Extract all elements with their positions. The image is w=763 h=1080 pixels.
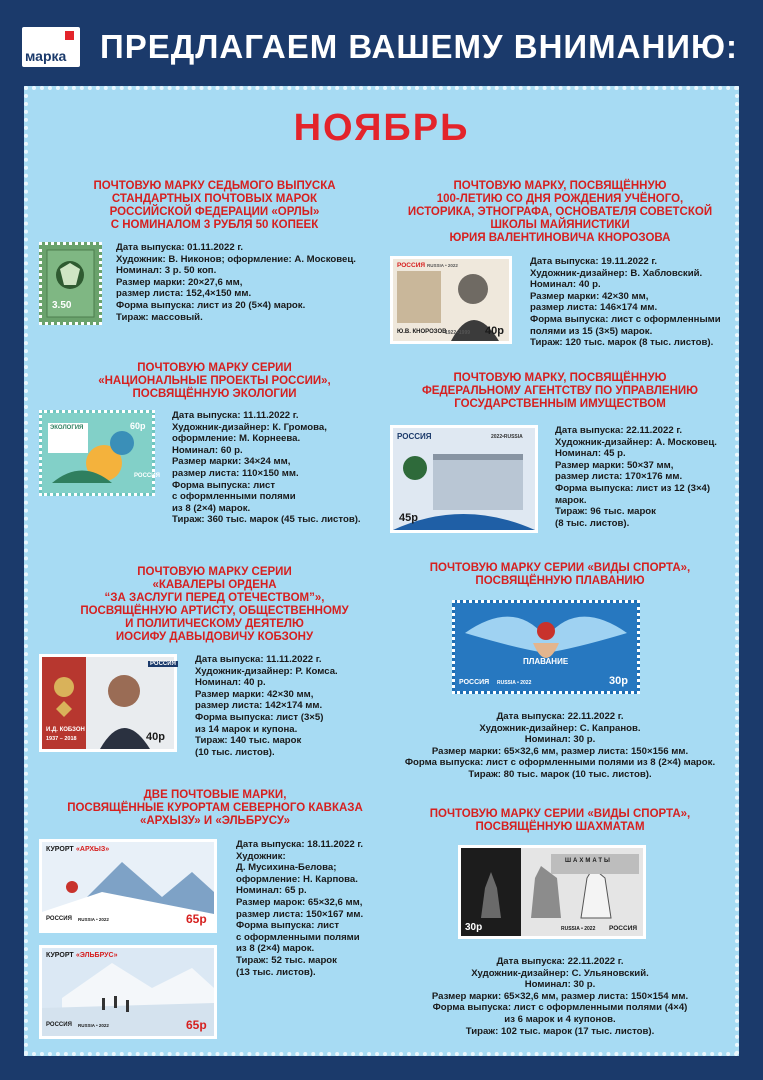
info-line: Тираж: 140 тыс. марок (195, 735, 302, 747)
title-line: ИОСИФУ ДАВЫДОВИЧУ КОБЗОНУ (115, 631, 314, 643)
page-header (0, 0, 763, 82)
info-line: размер листа: 152,4×150 мм. (116, 288, 252, 300)
title-line: ПОСВЯЩЁННУЮ ПЛАВАНИЮ (475, 575, 645, 587)
info-line: Тираж: 80 тыс. марок (10 тыс. листов). (468, 768, 652, 780)
info-line: Художник: В. Никонов; оформление: А. Московец. (116, 253, 356, 265)
title-line: 100-ЛЕТИЮ СО ДНЯ РОЖДЕНИЯ УЧЁНОГО, (436, 193, 684, 205)
info-line: Номинал: 40 р. (530, 279, 601, 291)
info-line: Дата выпуска: 18.11.2022 г. (236, 839, 364, 850)
info-line: Номинал: 45 р. (555, 448, 626, 460)
info-line: Форма выпуска: лист (236, 920, 340, 932)
card-info-ecology (172, 410, 361, 526)
stamp-value: 60р (130, 421, 146, 431)
stamp-kobzon (39, 654, 177, 752)
title-line: И ПОЛИТИЧЕСКОМУ ДЕЯТЕЛЮ (125, 618, 304, 630)
info-line: Форма выпуска: лист с оформленными полями из 8 (2×4) марок. (404, 757, 716, 769)
info-line: Дата выпуска: 22.11.2022 г. (496, 711, 624, 722)
info-line: Тираж: 52 тыс. марок (236, 954, 337, 966)
stamp-caption: КУРОРТ (46, 846, 74, 853)
card-info-resorts (236, 839, 363, 978)
info-line: Художник: (236, 850, 286, 862)
stamp-elbrus (39, 945, 217, 1039)
info-line: Размер марки: 34×24 мм, (172, 456, 291, 468)
info-line: из 6 марок и 4 купонов. (504, 1013, 616, 1025)
stamp-name: Ю.В. КНОРОЗОВ (397, 329, 447, 335)
info-line: Тираж: 120 тыс. марок (8 тыс. листов). (530, 337, 714, 349)
info-line: Номинал: 3 р. 50 коп. (116, 265, 217, 277)
card-title-eagles (42, 180, 387, 232)
stamp-value: 40р (146, 731, 165, 743)
stamp-years: 1937 – 2018 (46, 736, 77, 742)
title-line: ПОСВЯЩЁННУЮ ШАХМАТАМ (475, 821, 645, 833)
stamp-caption: КУРОРТ (46, 952, 74, 959)
info-line: Форма выпуска: лист из 20 (5×4) марок. (116, 299, 306, 311)
title-line: РОССИЙСКОЙ ФЕДЕРАЦИИ «ОРЛЫ» (109, 206, 320, 218)
info-line: Размер марки: 65×32,6 мм, размер листа: 150×154 мм. (431, 990, 689, 1002)
info-line: Художник-дизайнер: Р. Комса. (195, 665, 338, 677)
card-title-chess (390, 808, 730, 834)
chess-pieces-icon (461, 848, 643, 936)
info-line: Форма выпуска: лист с оформленными полями (4×4) (432, 1002, 688, 1014)
info-line: Размер марок: 65×32,6 мм, (236, 896, 363, 908)
title-line: ДВЕ ПОЧТОВЫЕ МАРКИ, (143, 789, 287, 801)
info-line: размер листа: 146×174 мм. (530, 302, 658, 314)
title-line: ФЕДЕРАЛЬНОМУ АГЕНТСТВУ ПО УПРАВЛЕНИЮ (421, 385, 699, 397)
info-line: Тираж: 102 тыс. марок (17 тыс. листов). (465, 1025, 655, 1037)
stamp-value: 65р (186, 912, 207, 926)
stamp-value: 65р (186, 1018, 207, 1032)
info-line: марок. (555, 494, 587, 506)
info-line: Размер марки: 20×27,6 мм, (116, 276, 243, 288)
stamp-year: RUSSIA • 2022 (561, 926, 596, 932)
stamp-caption: «АРХЫЗ» (76, 846, 110, 853)
info-line: Д. Мусихина-Белова; (236, 862, 337, 874)
stamp-country: РОССИЯ (134, 473, 160, 479)
info-line: Тираж: массовый. (116, 311, 203, 323)
title-line: ПОЧТОВУЮ МАРКУ, ПОСВЯЩЁННУЮ (453, 180, 667, 192)
stamp-country: РОССИЯ (397, 262, 426, 269)
info-line: Форма выпуска: лист (172, 479, 276, 491)
logo-red-square (65, 31, 74, 40)
info-line: Размер марки: 42×30 мм, (195, 688, 314, 700)
title-line: ШКОЛЫ МАЙЯНИСТИКИ (490, 219, 630, 231)
info-line: Форма выпуска: лист из 12 (3×4) (555, 482, 711, 494)
card-title-knorozov (390, 180, 730, 245)
info-line: Номинал: 65 р. (236, 885, 307, 897)
stamp-swimming (452, 600, 640, 694)
info-line: Номинал: 30 р. (524, 734, 596, 746)
title-line: СТАНДАРТНЫХ ПОЧТОВЫХ МАРОК (111, 193, 318, 205)
stamp-year: RUSSIA • 2022 (497, 680, 532, 686)
title-line: ПОЧТОВУЮ МАРКУ, ПОСВЯЩЁННУЮ (453, 372, 667, 384)
info-line: Номинал: 40 р. (195, 677, 266, 689)
stamp-year: RUSSIA • 2022 (427, 263, 458, 268)
stamp-country: РОССИЯ (459, 679, 490, 686)
title-line: «КАВАЛЕРЫ ОРДЕНА (152, 579, 277, 591)
info-line: оформление: Н. Карпова. (236, 873, 358, 885)
title-line: «АРХЫЗУ» И «ЭЛЬБРУСУ» (139, 815, 291, 827)
info-line: Дата выпуска: 01.11.2022 г. (116, 242, 244, 253)
stamp-value: 40р (485, 325, 504, 337)
info-line: Художник-дизайнер: К. Громова, (172, 421, 327, 433)
card-info-agency (555, 425, 717, 529)
card-info-knorozov (530, 256, 721, 349)
info-line: Тираж: 360 тыс. марок (45 тыс. листов). (172, 514, 361, 526)
stamp-arkhyz (39, 839, 217, 933)
stamp-caption: ПЛАВАНИЕ (523, 657, 569, 666)
info-line: размер листа: 110×150 мм. (172, 467, 299, 479)
title-line: “ЗА ЗАСЛУГИ ПЕРЕД ОТЕЧЕСТВОМ”», (104, 592, 325, 604)
stamp-agency (390, 425, 538, 533)
logo-text: марка (25, 48, 67, 64)
title-line: С НОМИНАЛОМ 3 РУБЛЯ 50 КОПЕЕК (110, 219, 319, 231)
info-line: размер листа: 170×176 мм. (555, 471, 683, 483)
stamp-caption: ШАХМАТЫ (565, 858, 612, 864)
stamp-name: И.Д. КОБЗОН (46, 727, 85, 733)
info-line: Художник-дизайнер: С. Капранов. (479, 722, 641, 734)
stamp-value: 30р (465, 922, 483, 933)
info-line: (13 тыс. листов). (236, 966, 316, 978)
marka-logo (22, 27, 80, 67)
card-info-swimming (390, 711, 730, 781)
info-line: из 14 марок и купона. (195, 723, 298, 735)
stamp-country: РОССИЯ (397, 432, 432, 441)
stamp-year: RUSSIA • 2022 (78, 1023, 109, 1028)
info-line: Размер марки: 42×30 мм, (530, 290, 649, 302)
info-line: с оформленными полями (172, 491, 296, 503)
info-line: Дата выпуска: 11.11.2022 г. (195, 654, 322, 665)
stamp-caption: ЭКОЛОГИЯ (50, 425, 84, 431)
stamp-knorozov (390, 256, 512, 344)
title-line: ИСТОРИКА, ЭТНОГРАФА, ОСНОВАТЕЛЯ СОВЕТСКОЙ (407, 206, 713, 218)
info-line: Дата выпуска: 11.11.2022 г. (172, 410, 299, 421)
info-line: Дата выпуска: 19.11.2022 г. (530, 256, 658, 267)
info-line: из 8 (2×4) марок. (172, 502, 251, 514)
stamp-year: RUSSIA • 2022 (78, 917, 109, 922)
info-line: Форма выпуска: лист (3×5) (195, 711, 324, 723)
info-line: Художник-дизайнер: В. Хабловский. (530, 267, 703, 279)
stamp-value: 45р (399, 512, 418, 524)
card-title-swimming (390, 562, 730, 588)
card-title-resorts (30, 789, 400, 828)
info-line: размер листа: 150×167 мм. (236, 908, 364, 920)
info-line: (8 тыс. листов). (555, 517, 630, 529)
stamp-country: РОССИЯ (150, 661, 176, 667)
card-title-ecology (42, 362, 387, 401)
info-line: Номинал: 60 р. (172, 444, 243, 456)
card-info-chess (390, 956, 730, 1037)
title-line: ЮРИЯ ВАЛЕНТИНОВИЧА КНОРОЗОВА (449, 232, 671, 244)
month-title: НОЯБРЬ (293, 107, 470, 149)
title-line: ПОЧТОВУЮ МАРКУ СЕДЬМОГО ВЫПУСКА (93, 180, 336, 192)
stamp-ecology (39, 410, 160, 496)
stamp-years: 1922–1999 (445, 330, 471, 336)
card-info-eagles (116, 242, 356, 323)
title-line: «НАЦИОНАЛЬНЫЕ ПРОЕКТЫ РОССИИ», (98, 375, 331, 387)
stamp-country: РОССИЯ (46, 916, 72, 922)
info-line: Тираж: 96 тыс. марок (555, 506, 656, 518)
info-line: Форма выпуска: лист с оформленными (530, 313, 721, 325)
card-title-agency (390, 372, 730, 411)
title-line: ГОСУДАРСТВЕННЫМ ИМУЩЕСТВОМ (454, 398, 666, 410)
info-line: из 8 (2×4) марок. (236, 943, 315, 955)
title-line: ПОСВЯЩЁННУЮ АРТИСТУ, ОБЩЕСТВЕННОМУ (80, 605, 349, 617)
title-line: ПОСВЯЩЁННУЮ ЭКОЛОГИИ (132, 388, 297, 400)
info-line: размер листа: 142×174 мм. (195, 700, 323, 712)
stamp-country: РОССИЯ (46, 1022, 72, 1028)
info-line: Дата выпуска: 22.11.2022 г. (496, 956, 624, 967)
title-line: ПОЧТОВУЮ МАРКУ СЕРИИ (137, 362, 292, 374)
stamp-country: РОССИЯ (609, 925, 638, 932)
info-line: полями из 15 (3×5) марок. (530, 325, 653, 337)
info-line: Размер марки: 50×37 мм, (555, 459, 674, 471)
stamp-chess (458, 845, 646, 939)
info-line: Художник-дизайнер: А. Московец. (555, 436, 717, 448)
info-line: Размер марки: 65×32,6 мм, размер листа: 150×156 мм. (431, 745, 689, 757)
info-line: (10 тыс. листов). (195, 746, 275, 758)
page-title: ПРЕДЛАГАЕМ ВАШЕМУ ВНИМАНИЮ: (100, 28, 739, 65)
stamp-value: 30р (609, 675, 628, 687)
stamp-year: 2022•RUSSIA (491, 434, 523, 440)
info-line: Дата выпуска: 22.11.2022 г. (555, 425, 683, 436)
info-line: Номинал: 30 р. (524, 979, 596, 991)
info-line: с оформленными полями (236, 931, 360, 943)
stamp-caption: «ЭЛЬБРУС» (76, 952, 118, 959)
title-line: ПОЧТОВУЮ МАРКУ СЕРИИ «ВИДЫ СПОРТА», (429, 808, 691, 820)
info-line: Художник-дизайнер: С. Ульяновский. (471, 967, 649, 979)
info-line: оформление: М. Корнеева. (172, 433, 301, 445)
stamp-value: 3.50 (52, 300, 72, 311)
title-line: ПОСВЯЩЁННЫЕ КУРОРТАМ СЕВЕРНОГО КАВКАЗА (67, 802, 363, 814)
title-line: ПОЧТОВУЮ МАРКУ СЕРИИ (137, 566, 292, 578)
card-title-kobzon (42, 566, 387, 644)
card-info-kobzon (195, 654, 338, 758)
stamp-eagles (39, 242, 102, 325)
title-line: ПОЧТОВУЮ МАРКУ СЕРИИ «ВИДЫ СПОРТА», (429, 562, 691, 574)
